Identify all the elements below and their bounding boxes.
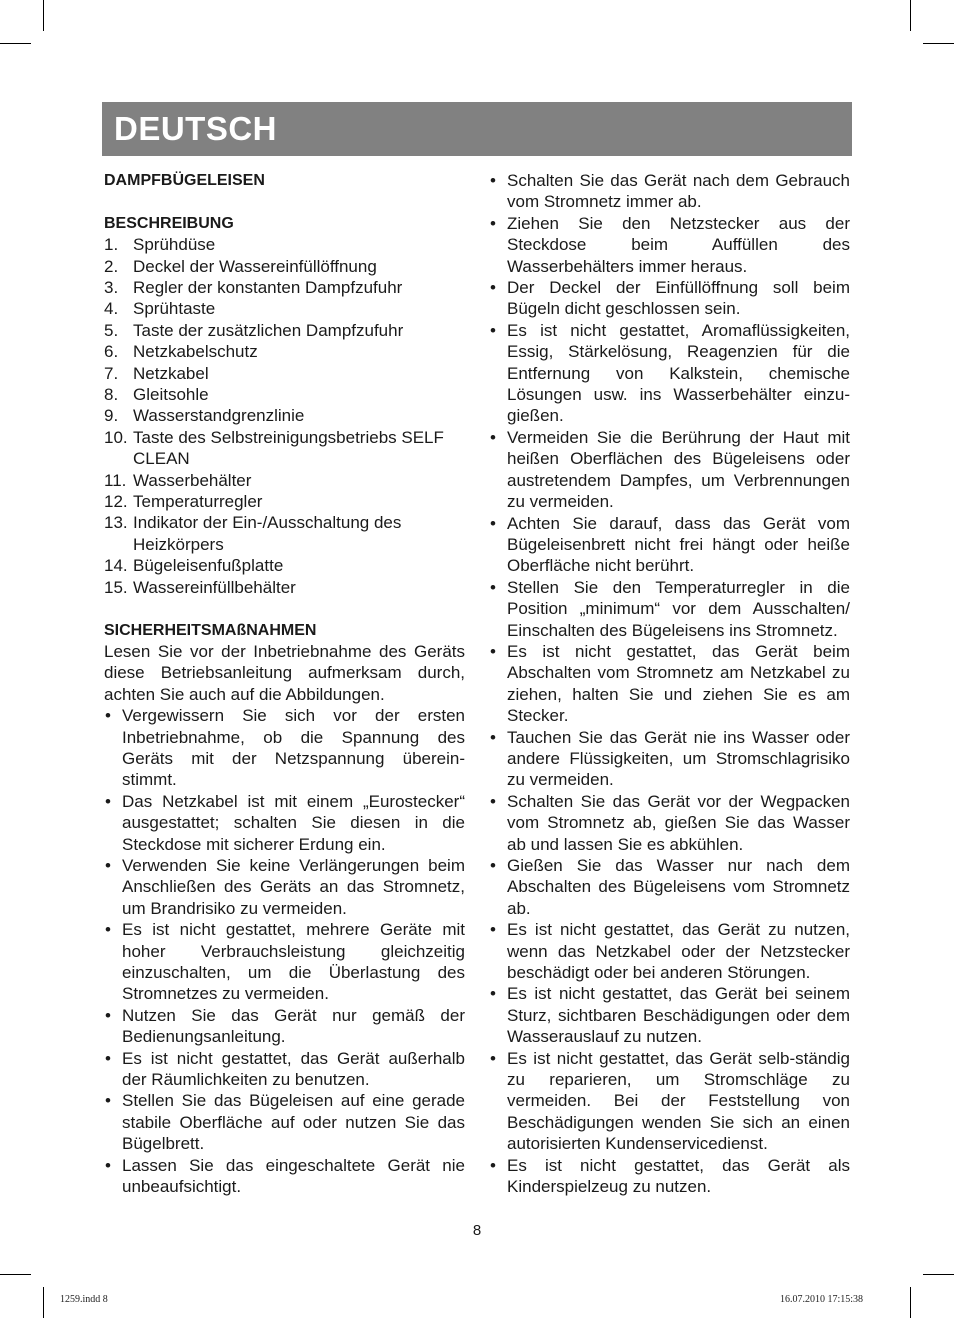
safety-bullet-item: • Tauchen Sie das Gerät nie ins Wasser oder andere Flüssigkeiten, um Stromschlagrisiko zu vermeiden. <box>489 727 850 791</box>
parts-list-label: Wasserstandgrenzlinie <box>133 406 305 426</box>
parts-list-number: 12. <box>104 492 128 512</box>
parts-list-label: Gleitsohle <box>133 385 209 405</box>
safety-bullet-item: • Achten Sie darauf, dass das Gerät vom Bügeleisenbrett nicht frei hängt oder heiße Oberfläche nicht berührt. <box>489 513 850 577</box>
parts-list-item <box>104 405 465 426</box>
parts-list-label: Sprühtaste <box>133 299 216 319</box>
spacer <box>104 191 465 212</box>
parts-list-number: 15. <box>104 577 128 597</box>
safety-bullet-item: • Vermeiden Sie die Berührung der Haut mit heißen Oberflächen des Bügeleisens oder austretendem Dampfes, um Verbrennungen zu vermeiden. <box>489 427 850 513</box>
language-title: DEUTSCH <box>114 110 278 147</box>
safety-bullet-item: • Es ist nicht gestattet, das Gerät außerhalb der Räumlichkeiten zu benutzen. <box>104 1048 465 1091</box>
safety-list-right <box>489 170 850 1198</box>
left-column <box>104 170 465 1197</box>
parts-list-number: 3. <box>104 278 119 298</box>
right-column <box>489 170 850 1198</box>
crop-mark <box>0 1274 31 1275</box>
safety-bullet-item: • Der Deckel der Einfüllöffnung soll beim Bügeln dicht geschlossen sein. <box>489 277 850 320</box>
crop-mark <box>0 43 31 44</box>
parts-list-label: Wasserbehälter <box>133 470 252 490</box>
parts-list-number: 2. <box>104 256 119 276</box>
crop-mark <box>923 43 954 44</box>
parts-list-number: 11. <box>104 470 127 490</box>
safety-bullet-item: • Verwenden Sie keine Verlängerungen beim Anschließen des Geräts an das Stromnetz, um Brandrisiko zu vermeiden. <box>104 855 465 919</box>
parts-list-item <box>104 363 465 384</box>
parts-list-label: Temperaturregler <box>133 492 263 512</box>
safety-bullet-item: • Es ist nicht gestattet, das Gerät bei seinem Sturz, sichtbaren Beschädigungen oder dem Wasserauslauf zu nutzen. <box>489 983 850 1047</box>
date-slug: 16.07.2010 17:15:38 <box>780 1294 864 1305</box>
parts-list-label: Deckel der Wassereinfüllöffnung <box>133 256 377 276</box>
parts-list-item <box>104 298 465 319</box>
crop-mark <box>43 0 44 31</box>
safety-bullet-item: • Es ist nicht gestattet, das Gerät als Kinderspielzeug zu nutzen. <box>489 1155 850 1198</box>
safety-bullet-item: • Es ist nicht gestattet, das Gerät selb-ständig zu reparieren, um Stromschläge zu vermeiden. Bei der Feststellung von Beschädigungen wenden Sie sich an einen autorisierten Kundenservicedienst. <box>489 1048 850 1155</box>
parts-list-number: 5. <box>104 320 119 340</box>
parts-list-item <box>104 470 465 491</box>
safety-bullet-item: • Vergewissern Sie sich vor der ersten Inbetriebnahme, ob die Spannung des Geräts mit der Netzspannung überein-stimmt. <box>104 705 465 791</box>
parts-list-item <box>104 384 465 405</box>
safety-bullet-item: • Es ist nicht gestattet, Aromaflüssigkeiten, Essig, Stärkelösung, Reagenzien für die Entfernung von Kalkstein, chemische Lösungen usw. ins Wasserbehälter einzu-gießen. <box>489 320 850 427</box>
parts-list-number: 7. <box>104 363 119 383</box>
safety-bullet-item: • Schalten Sie das Gerät nach dem Gebrauch vom Stromnetz immer ab. <box>489 170 850 213</box>
description-heading: BESCHREIBUNG <box>104 214 234 232</box>
parts-list-number: 6. <box>104 342 119 362</box>
parts-list-label: Indikator der Ein-/Ausschaltung des Heizkörpers <box>133 513 402 554</box>
parts-list-label: Bügeleisenfußplatte <box>133 556 284 576</box>
product-title: DAMPFBÜGELEISEN <box>104 172 265 189</box>
parts-list-number: 13. <box>104 513 128 533</box>
parts-list-label: Taste des Selbstreinigungsbetriebs SELF CLEAN <box>133 427 444 469</box>
parts-list-item <box>104 256 465 277</box>
safety-bullet-item: • Nutzen Sie das Gerät nur gemäß der Bedienungsanleitung. <box>104 1005 465 1048</box>
parts-list-number: 4. <box>104 299 119 319</box>
safety-bullet-item: • Es ist nicht gestattet, das Gerät zu nutzen, wenn das Netzkabel oder der Netzstecker beschädigt oder bei anderen Störungen. <box>489 919 850 983</box>
safety-bullet-item: • Gießen Sie das Wasser nur nach dem Abschalten des Bügeleisens vom Stromnetz ab. <box>489 855 850 919</box>
parts-list-item <box>104 320 465 341</box>
parts-list-item <box>104 427 465 470</box>
crop-mark <box>923 1274 954 1275</box>
parts-list-item <box>104 341 465 362</box>
safety-bullet-item: • Stellen Sie das Bügeleisen auf eine gerade stabile Oberfläche auf oder nutzen Sie das Bügelbrett. <box>104 1090 465 1154</box>
parts-list-label: Netzkabel <box>133 363 209 383</box>
parts-list-number: 10. <box>104 427 128 447</box>
crop-mark <box>43 1287 44 1318</box>
parts-list-number: 14. <box>104 556 128 576</box>
parts-list-item <box>104 577 465 598</box>
safety-bullet-item: • Stellen Sie den Temperaturregler in die Position „minimum“ vor dem Ausschalten/ Einschalten des Bügeleisens ins Stromnetz. <box>489 577 850 641</box>
crop-mark <box>910 1287 911 1318</box>
crop-mark <box>910 0 911 31</box>
parts-list-item <box>104 512 465 555</box>
safety-bullet-item: • Es ist nicht gestattet, das Gerät beim Abschalten vom Stromnetz am Netzkabel zu ziehen, halten Sie und ziehen Sie es am Stecker. <box>489 641 850 727</box>
safety-bullet-item: • Das Netzkabel ist mit einem „Eurostecker“ ausgestattet; schalten Sie diesen in die Steckdose mit sicherer Erdung ein. <box>104 791 465 855</box>
parts-list-label: Netzkabelschutz <box>133 342 258 362</box>
parts-list-label: Taste der zusätzlichen Dampfzufuhr <box>133 320 404 340</box>
spacer <box>104 598 465 619</box>
parts-list-number: 1. <box>104 235 119 255</box>
parts-list-item <box>104 555 465 576</box>
page-number: 8 <box>472 1222 482 1239</box>
parts-list-label: Sprühdüse <box>133 235 216 255</box>
safety-bullet-item: • Es ist nicht gestattet, mehrere Geräte mit hoher Verbrauchsleistung gleichzeitig einzuschalten, um die Überlastung des Stromnetzes zu vermeiden. <box>104 919 465 1005</box>
parts-list-item <box>104 491 465 512</box>
file-slug: 1259.indd 8 <box>60 1294 108 1305</box>
safety-list-left <box>104 705 465 1197</box>
parts-list <box>104 234 465 598</box>
parts-list-number: 8. <box>104 385 119 405</box>
safety-bullet-item: • Schalten Sie das Gerät vor der Wegpacken vom Stromnetz ab, gießen Sie das Wasser ab und lassen Sie es abkühlen. <box>489 791 850 855</box>
safety-bullet-item: • Lassen Sie das eingeschaltete Gerät nie unbeaufsichtigt. <box>104 1155 465 1198</box>
safety-intro: Lesen Sie vor der Inbetriebnahme des Geräts diese Betriebsanleitung aufmerksam durch, achten Sie auch auf die Abbildungen. <box>104 641 465 704</box>
language-header-bar <box>102 102 852 156</box>
parts-list-number: 9. <box>104 406 119 426</box>
safety-heading: SICHERHEITSMAßNAHMEN <box>104 621 317 639</box>
parts-list-label: Wassereinfüllbehälter <box>133 577 296 597</box>
parts-list-item <box>104 277 465 298</box>
parts-list-item <box>104 234 465 255</box>
safety-bullet-item: • Ziehen Sie den Netzstecker aus der Steckdose beim Auffüllen des Wasserbehälters immer heraus. <box>489 213 850 277</box>
parts-list-label: Regler der konstanten Dampfzufuhr <box>133 278 403 298</box>
